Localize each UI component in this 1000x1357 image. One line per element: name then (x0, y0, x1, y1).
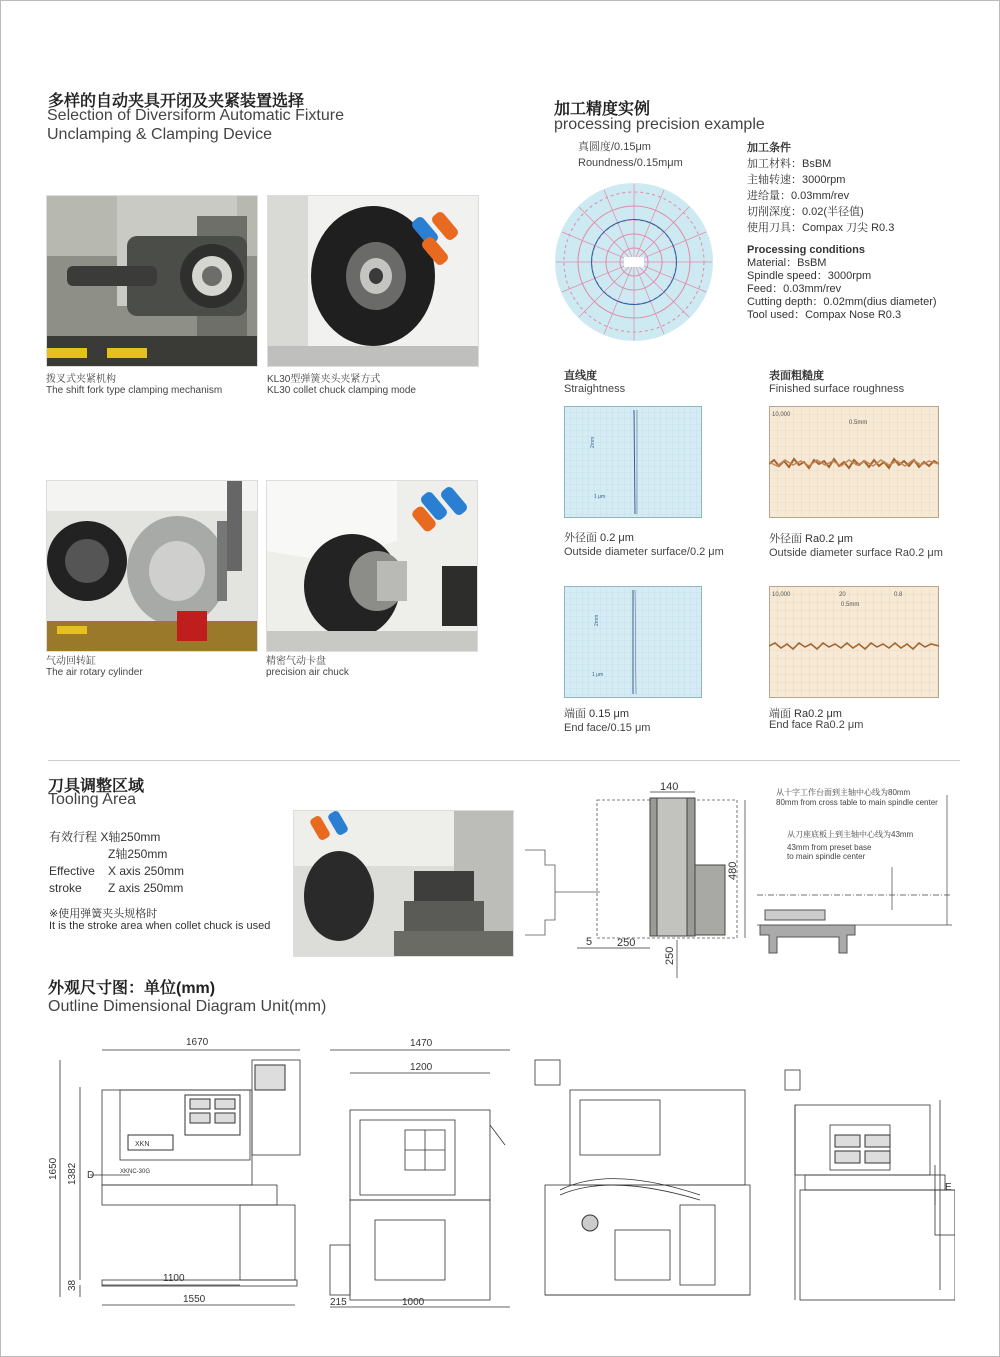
condition-zh-1: 主轴转速：3000rpm (747, 174, 846, 186)
front-dim-1100: 1100 (163, 1273, 185, 1284)
stroke-en-x: X axis 250mm (108, 864, 185, 878)
roughness-zh: 表面粗糙度 (769, 370, 824, 382)
end-roughness-chart (769, 586, 939, 703)
collet-note-zh: ※使用弹簧夹头规格时 (49, 908, 158, 920)
front-view-drawing (45, 1035, 310, 1320)
side-dim-1200: 1200 (410, 1062, 433, 1073)
roundness-polar-chart (554, 182, 714, 347)
conditions-zh-block (747, 140, 894, 236)
spindle-height-drawing (757, 785, 957, 965)
end-straight-unit-label: 1 μm (592, 672, 604, 678)
condition-zh-3: 切削深度：0.02(半径值) (747, 206, 864, 218)
collet-chuck-photo (267, 195, 479, 367)
conditions-en-title: Processing conditions (747, 244, 865, 256)
condition-en-0: Material：BsBM (747, 257, 827, 269)
od-rough-en: Outside diameter surface Ra0.2 μm (769, 547, 943, 559)
end-rough-scale4: 0.8 (894, 592, 903, 598)
rear-view-drawing (530, 1055, 755, 1310)
front-dim-1650: 1650 (48, 1157, 59, 1180)
condition-en-4: Tool used：Compax Nose R0.3 (747, 309, 902, 321)
front-dim-1550: 1550 (183, 1294, 206, 1305)
spindle-note2-en-1: 43mm from preset base (787, 843, 872, 852)
tooling-title-zh: 刀具调整区域 (48, 778, 145, 795)
spindle-note2-zh: 从刀座底板上到主轴中心线为43mm (787, 830, 914, 839)
right-view-drawing (775, 1065, 955, 1310)
straightness-zh: 直线度 (564, 370, 597, 382)
roundness-zh: 真圆度/0.15μm (578, 141, 651, 153)
stroke-en-z: Z axis 250mm (108, 881, 184, 895)
od-straight-2mm-label: 2mm (590, 436, 596, 448)
conditions-zh-title: 加工条件 (747, 142, 791, 154)
stroke-block (49, 829, 184, 897)
stroke-zh-label: 有效行程 (49, 830, 98, 844)
side-view-drawing (320, 1035, 520, 1320)
condition-en-1: Spindle speed：3000rpm (747, 270, 872, 282)
air-rotary-cylinder-photo (46, 480, 258, 652)
side-dim-1470: 1470 (410, 1038, 433, 1049)
conditions-en-block (747, 244, 937, 322)
stroke-en-label1: Effective (49, 864, 95, 878)
od-straight-unit-label: 1 μm (594, 494, 606, 500)
front-dim-1382: 1382 (67, 1162, 78, 1185)
front-dim-1670: 1670 (186, 1037, 209, 1048)
air-chuck-caption-en: precision air chuck (266, 667, 349, 678)
front-model-label: XKNC-30G (120, 1169, 151, 1175)
condition-zh-2: 进给量：0.03mm/rev (747, 190, 850, 202)
end-straight-en: End face/0.15 μm (564, 722, 651, 734)
precision-title-zh: 加工精度实例 (554, 101, 651, 118)
end-rough-scale2: 20 (839, 592, 846, 598)
dim-5: 5 (586, 936, 593, 948)
tooling-dimension-drawing (520, 780, 750, 985)
stroke-zh-x: X轴250mm (100, 830, 161, 844)
end-straight-zh: 端面 0.15 μm (564, 708, 630, 720)
straightness-en: Straightness (564, 383, 626, 395)
spindle-note1-en: 80mm from cross table to main spindle center (776, 798, 938, 807)
end-rough-zh: 端面 Ra0.2 μm (769, 708, 842, 720)
roughness-en: Finished surface roughness (769, 383, 905, 395)
od-straight-zh: 外径面 0.2 μm (564, 532, 634, 544)
precision-title-en: processing precision example (554, 116, 765, 133)
dim-250-vertical: 250 (664, 946, 676, 965)
air-cylinder-caption-zh: 气动回转缸 (46, 656, 96, 667)
end-rough-scale3: 0.5mm (841, 602, 860, 608)
shift-fork-photo (46, 195, 258, 367)
collet-note-en: It is the stroke area when collet chuck is used (49, 920, 271, 932)
shift-fork-caption-zh: 拨叉式夹紧机构 (46, 374, 116, 385)
side-dim-215: 215 (330, 1297, 347, 1308)
condition-zh-4: 使用刀具：Compax 刀尖 R0.3 (747, 222, 895, 234)
dim-140: 140 (660, 781, 679, 793)
side-dim-1000: 1000 (402, 1297, 425, 1308)
front-dim-38: 38 (67, 1279, 78, 1291)
shift-fork-caption-en: The shift fork type clamping mechanism (46, 385, 223, 396)
right-label-e: E (945, 1182, 952, 1193)
od-rough-scale3: 0.5mm (849, 420, 868, 426)
end-straightness-chart (564, 586, 702, 703)
stroke-zh-z: Z轴250mm (108, 847, 168, 861)
fixture-title-zh: 多样的自动夹具开闭及夹紧装置选择 (48, 93, 305, 110)
dim-480: 480 (727, 861, 739, 880)
air-chuck-photo (266, 480, 478, 652)
spindle-note2-en-2: to main spindle center (787, 852, 866, 861)
end-rough-en: End face Ra0.2 μm (769, 719, 864, 731)
od-roughness-chart (769, 406, 939, 523)
dim-250-horizontal: 250 (617, 937, 636, 949)
fixture-title-en-2: Unclamping & Clamping Device (47, 126, 272, 143)
condition-en-2: Feed：0.03mm/rev (747, 283, 842, 295)
fixture-title-en-1: Selection of Diversiform Automatic Fixture (47, 107, 344, 124)
front-label-d: D (87, 1170, 95, 1181)
air-cylinder-caption-en: The air rotary cylinder (46, 667, 143, 678)
outline-title-zh: 外观尺寸图：单位(mm) (48, 980, 216, 997)
od-straight-en: Outside diameter surface/0.2 μm (564, 546, 724, 558)
tooling-area-photo (293, 810, 514, 957)
outline-title-en: Outline Dimensional Diagram Unit(mm) (48, 998, 327, 1015)
od-straightness-chart (564, 406, 702, 523)
spindle-note1-zh: 从十字工作台面到主轴中心线为80mm (776, 788, 911, 797)
od-rough-zh: 外径面 Ra0.2 μm (769, 533, 853, 545)
end-straight-2mm-label: 2mm (594, 614, 600, 626)
end-rough-scale1: 10,000 (772, 592, 791, 598)
condition-en-3: Cutting depth：0.02mm(dius diameter) (747, 296, 937, 308)
collet-caption-en: KL30 collet chuck clamping mode (267, 385, 416, 396)
roundness-en: Roundness/0.15mμm (578, 157, 683, 169)
od-rough-scale1: 10,000 (772, 412, 791, 418)
stroke-en-label2: stroke (49, 881, 82, 895)
front-brand-label: XKN (135, 1141, 150, 1148)
section-divider (48, 760, 960, 761)
collet-caption-zh: KL30型弹簧夹头夹紧方式 (267, 374, 381, 385)
condition-zh-0: 加工材料：BsBM (747, 158, 832, 170)
air-chuck-caption-zh: 精密气动卡盘 (266, 656, 326, 667)
tooling-title-en: Tooling Area (48, 791, 137, 808)
